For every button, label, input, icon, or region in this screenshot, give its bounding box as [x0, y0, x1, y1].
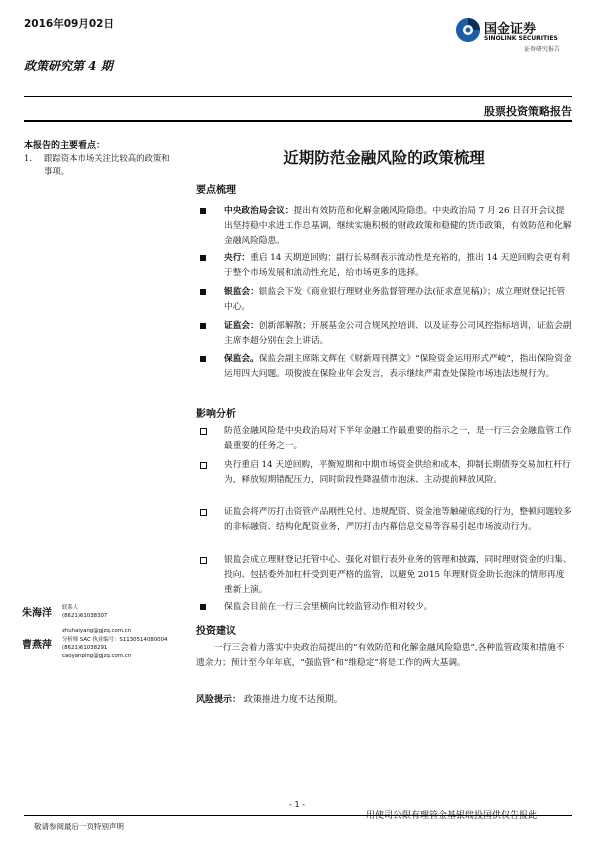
- key-point-label: 中央政治局会议：: [224, 206, 294, 216]
- key-point-label: 银监会：: [224, 287, 259, 297]
- analyst-email[interactable]: zhuhaiyang@gjzq.com.cn: [62, 628, 132, 634]
- impact-heading: 影响分析: [196, 409, 236, 420]
- report-series: 政策研究第 4 期: [24, 59, 113, 73]
- key-point-text: 创新部解散；开展基金公司合规风控培训、以及证券公司风控指标培训，证监会副主席李超分别在会上讲话。: [224, 321, 572, 346]
- header-divider-thick: [24, 120, 572, 122]
- report-category: 股票投资策略报告: [484, 105, 572, 118]
- bullet-hollow-square-icon: [200, 428, 207, 435]
- bullet-square-icon: [200, 604, 206, 610]
- analyst-phone: (8621)61038307: [62, 613, 108, 619]
- footer-divider: [24, 815, 572, 816]
- advice-text: 一行三会着力落实中央政治局提出的“有效防范和化解金融风险隐患”,各种监管政策和措施不遗余力；预计至今年年底，“强监管”和“维稳定”将是工作的两大基调。: [196, 643, 565, 668]
- highlight-number: 1.: [24, 153, 32, 163]
- usage-notice: 用使司公限有理管金基银瑞投国供仅告报此: [366, 811, 538, 821]
- analyst-phone: (8621)61038291: [62, 645, 108, 651]
- highlight-text: 跟踪资本市场关注比较高的政策和事项。: [44, 153, 170, 176]
- analyst-name: 曹燕萍: [22, 640, 52, 651]
- sinolink-logo-icon: [455, 17, 481, 43]
- analyst-contact: [62, 636, 167, 660]
- risk-note: [196, 692, 343, 705]
- analyst-email[interactable]: caoyanping@gjzq.com.cn: [62, 653, 132, 659]
- bullet-hollow-square-icon: [200, 509, 207, 516]
- report-title: 近期防范金融风险的政策梳理: [283, 148, 485, 167]
- bullet-square-icon: [200, 208, 206, 214]
- key-point-text: 提出有效防范和化解金融风险隐患。中央政治局 7 月 26 日召开会议提出坚持稳中求进工作总基调，继续实施积极的财政政策和稳健的货币政策，有效防范和化解金融风险隐患。: [224, 206, 572, 246]
- bullet-hollow-square-icon: [200, 462, 207, 469]
- highlights-title: 本报告的主要看点：: [24, 141, 106, 151]
- key-point-text: 银监会下发《商业银行理财业务监督管理办法(征求意见稿)》；成立理财登记托管中心。: [224, 287, 566, 312]
- key-point-label: 保监会。: [224, 354, 259, 364]
- advice-heading: 投资建议: [196, 626, 236, 637]
- key-point-label: 央行：: [224, 253, 251, 263]
- page-number: - 1 -: [289, 800, 305, 809]
- bullet-square-icon: [200, 255, 206, 261]
- disclaimer-note: 敬请参阅最后一页特别声明: [34, 822, 124, 831]
- key-point-text: 保监会副主席陈文辉在《财新周刊撰文》“保险资金运用形式严峻”，指出保险资金运用四大问题。项俊波在保险业年会发言，表示继续严肃查处保险市场违法违规行为。: [224, 354, 572, 379]
- report-date: 2016年09月02日: [24, 18, 114, 30]
- impact-text: 防范金融风险是中央政治局对下半年金融工作最重要的指示之一，是一行三会金融监管工作最重要的任务之一。: [224, 426, 572, 451]
- bullet-square-icon: [200, 356, 206, 362]
- analyst-role: 联系人: [62, 605, 79, 611]
- logo-subtitle: 证券研究报告: [524, 46, 561, 53]
- bullet-square-icon: [200, 323, 206, 329]
- key-points-heading: 要点梳理: [196, 185, 236, 196]
- impact-text: 央行重启 14 天逆回购，平衡短期和中期市场资金供给和成本，抑制长期债券交易加杠杆行为，释放短期错配压力，同时阶段性降温债市泡沫、主动提前释放风险。: [224, 460, 571, 485]
- key-point-text: 重启 14 天期逆回购：副行长易纲表示流动性是充裕的，推出 14 天逆回购会更有利于整个市场发展和流动性充足，给市场更多的选择。: [224, 253, 570, 278]
- impact-text: 银监会成立理财登记托管中心、强化对银行表外业务的管理和披露，同时理财资金的归集、投向、包括委外加杠杆受到更严格的监管，以避免 2015 年理财资金助长泡沫的情形再度重新上演。: [224, 555, 572, 595]
- key-point-label: 证监会：: [224, 321, 259, 331]
- impact-text: 证监会将严厉打击资管产品刚性兑付、违规配资、资金池等触碰底线的行为，整顿问题较多的非标融资、结构化配资业务，严厉打击内幕信息交易等容易引起市场波动行为。: [224, 507, 572, 532]
- impact-text: 保监会目前在一行三会里横向比较监管动作相对较少。: [224, 602, 433, 612]
- bullet-square-icon: [200, 289, 206, 295]
- logo-text-en: SINOLINK SECURITIES: [484, 35, 558, 42]
- bullet-hollow-square-icon: [200, 557, 207, 564]
- company-logo: [455, 17, 585, 53]
- analyst-role: 分析师 SAC 执业编号：S1130514080004: [62, 637, 168, 643]
- risk-label: 风险提示：: [196, 695, 242, 705]
- analyst-name: 朱海洋: [22, 608, 52, 619]
- logo-text-cn: 国金证券: [484, 22, 537, 37]
- header-divider: [24, 96, 572, 97]
- analyst-contact: [62, 604, 107, 620]
- risk-text: 政策推进力度不达预期。: [243, 695, 343, 705]
